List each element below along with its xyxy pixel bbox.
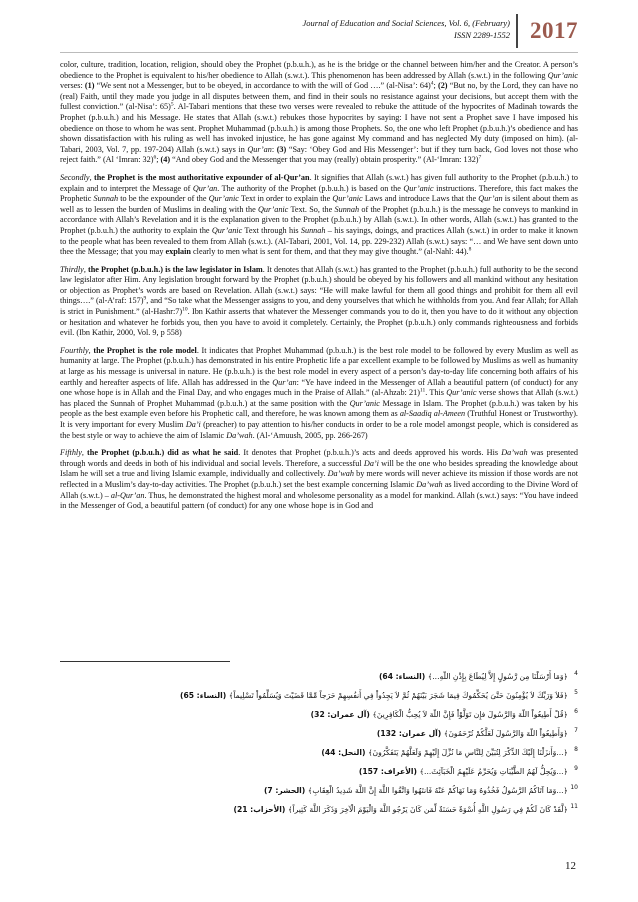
footnote-marker: 9 xyxy=(143,295,147,302)
text-run: Sunnah xyxy=(334,204,360,214)
text-run: ; xyxy=(156,155,161,165)
text-run: . It denotes that Prophet (p.b.u.h.)’s acts and deeds approved his words. His xyxy=(238,448,502,458)
text-run: the Prophet (p.b.u.h.) is the law legislator in Islam xyxy=(87,264,263,274)
footnote-reference: (الأعراف: 157) xyxy=(358,767,420,776)
page-header xyxy=(58,14,578,50)
paragraph xyxy=(60,60,578,166)
footnote-number: 9 xyxy=(574,765,578,772)
text-run: Da’wah xyxy=(327,469,354,479)
footnote-verse: ﴿فَلاَ وَرَبِّكَ لاَ يُؤْمِنُونَ حَتَّىَ يُحَكِّمُوكَ فِيمَا شَجَرَ بَيْنَهُمْ ثُمَّ لاَ يَجِدُواْ فِي أَنفُسِهِمْ حَرَجاً مِّمَّا قَضَيْتَ وَيُسَلِّمُواْ تَسْلِيماً﴾ xyxy=(228,691,568,700)
footnote-number: 4 xyxy=(574,670,578,677)
text-run: . This xyxy=(425,388,447,398)
text-run: Qur’an xyxy=(272,377,297,387)
footnote-marker: 5 xyxy=(170,101,174,108)
footnote-verse: ﴿...وَيُحِلُّ لَهُمُ الطَّيِّبَاتِ وَيُحَرِّمُ عَلَيْهِمُ الْخَبَآئِثَ...﴾ xyxy=(419,767,568,776)
text-run: by mere words will never achieve its mission if those words are not reflected in a Muslim’s day-to-day activities. The Prophet (p.b.u.h.) set the best example concerning Islamic xyxy=(60,469,579,489)
footnote-number: 11 xyxy=(570,803,578,810)
journal-year: 2017 xyxy=(530,18,578,43)
footnote xyxy=(60,803,578,817)
page-number: 12 xyxy=(565,860,576,872)
text-run: , xyxy=(83,264,88,274)
text-run: : “Ye have indeed in the Messenger of Allah a beautiful pattern (of conduct) for any one whose hope is in Allah and the Final Day, and who engages much in the Praise of Allah.” (al-Ahzab: 21) xyxy=(60,377,578,398)
footnote-reference: (آل عمران: 32) xyxy=(310,710,373,719)
footnote-reference: (النحل: 44) xyxy=(321,748,369,757)
text-run: . Ibn Kathir asserts that whatever the Messenger commands you to do it, then you have to do it without any objection or hesitation and whatever he forbids you, then you have to avoid it completely. Certainly, the Prophet (p.b.u.h.) only commands righteousness and forbids evil. (Ibn Kathir, 2000, Vol. 9, p 558) xyxy=(60,307,579,338)
text-run: : xyxy=(271,144,277,154)
text-run: , xyxy=(81,448,88,458)
text-run: Da’i xyxy=(185,420,201,429)
text-run: Qur’anic xyxy=(547,70,578,80)
footnote-number: 5 xyxy=(574,689,578,696)
text-run: Qur’anic xyxy=(208,194,239,204)
text-run: Thirdly xyxy=(60,264,84,274)
text-run: “We sent not a Messenger, but to be obeyed, in accordance to with the will of God ….” (al-Nisa’: 64) xyxy=(94,81,431,91)
text-run: is silent about them as well as to lessen the burden of Muslims in dealing with the xyxy=(60,194,578,214)
footnote-marker: 11 xyxy=(419,387,426,394)
text-run: as lived according to the Divine Word of Allah (s.w.t.) – xyxy=(60,479,578,500)
text-run: al-Saadiq al-Ameen xyxy=(399,409,466,419)
text-run: (1) xyxy=(84,81,95,91)
text-run: Qur’an xyxy=(247,144,272,154)
paragraph xyxy=(60,173,578,258)
text-run: Qur’anic xyxy=(332,194,363,204)
footnote-number: 8 xyxy=(574,746,578,753)
text-run: Text through his xyxy=(242,225,301,235)
footnote-verse: ﴿...وَمَا آتَاكُمُ الرَّسُولُ فَخُذُوهُ وَمَا نَهَاكُمْ عَنْهُ فَانتَهُوا وَاتَّقُوا اللَّهَ إِنَّ اللَّهَ شَدِيدُ الْعِقَابِ﴾ xyxy=(307,786,568,795)
text-run: (3) xyxy=(276,144,287,154)
text-run: color, culture, tradition, location, religion, should obey the Prophet (p.b.u.h.), as he is the bridge or the channel between him/her and the Creator. A person’s obedience to the Prophet is equivalent to his/her obedience to Allah (s.w.t.). This phenomenon has been addressed by Allah (s.w.t.) in the following xyxy=(60,60,578,80)
footnote-reference: (النساء: 65) xyxy=(179,691,229,700)
text-run: Qur’anic xyxy=(258,204,289,214)
text-run: “But no, by the Lord, they can have no (real) Faith, until they made you judge in all disputes between them, and find in their souls no resistance against your decisions, but accept them with the fullest conviction.” (al-Nisa’: 65) xyxy=(60,81,578,112)
footnote xyxy=(60,670,578,684)
text-run: Text in order to explain the xyxy=(238,194,333,204)
footnote xyxy=(60,784,578,798)
text-run: (2) xyxy=(437,81,448,91)
text-run: Qur’an xyxy=(478,194,503,204)
text-run: Da’wah xyxy=(501,448,528,458)
text-run: Fourthly xyxy=(60,345,89,355)
footnote-verse: ﴿لَّقَدْ كَانَ لَكُمْ فِي رَسُولِ اللَّهِ أُسْوَةٌ حَسَنَةٌ لِّمَن كَانَ يَرْجُو اللَّهَ وَالْيَوْمَ الْآخِرَ وَذَكَرَ اللَّهَ كَثِيراً﴾ xyxy=(288,805,568,814)
text-run: Sunnah xyxy=(93,194,119,204)
footnote-marker: 6 xyxy=(153,154,157,161)
text-run: the Prophet is the most authoritative expounder of al-Qur’an xyxy=(93,172,310,182)
footnote-verse: ﴿وَمَا أَرْسَلْنَا مِن رَّسُولٍ إِلاَّ لِيُطَاعَ بِإِذْنِ اللّهِ...﴾ xyxy=(427,672,568,681)
text-run: Da’i xyxy=(363,458,379,468)
text-run: Message in Islam. The Prophet (p.b.u.h.) was taken by his people as the best example even before his Prophetic call, and therefore, he was known among them as xyxy=(60,398,578,419)
footnote-number: 10 xyxy=(570,784,578,791)
text-run: verse shows that Allah (s.w.t.) has placed the Sunnah of Prophet Muhammad (p.b.u.h.) at the same position with the xyxy=(60,388,578,408)
text-run: . It indicates that Prophet Muhammad (p.b.u.h.) is the best role model to be followed by every Muslim as well as humanity at large. The Prophet (p.b.u.h.) has demonstrated in his entire Prophetic life a par excellent example to be followed by Muslims as well as humanity at large as his message is universal in nature. He (p.b.u.h.) is the best role model in every aspect of a person’s day-to-day life concerning both affairs of his earthly and hereafter aspects of life. Allah has addressed in the xyxy=(60,345,579,387)
text-run: , xyxy=(89,172,94,182)
text-run: . (Al-‘Amuush, 2005, pp. 266-267) xyxy=(252,430,368,440)
footnote-verse: ﴿وَأَطِيعُواْ اللّهَ وَالرَّسُولَ لَعَلَّكُمْ تُرْحَمُونَ﴾ xyxy=(443,729,568,738)
text-run: ; xyxy=(433,81,438,91)
footnote xyxy=(60,708,578,722)
text-run: explain xyxy=(165,247,191,257)
footnote-marker: 8 xyxy=(468,246,472,253)
text-run: . Al-Tabari mentions that these two verses were revealed to rebuke the attitude of the hypocrites of Madinah towards the Prophet (p.b.u.h.) and his Message. He states that Allah (s.w.t.) rebukes those hypocrites by saying: I have not sent a Prophet save I have imposed his obedience on those to whom he was sent. Prophet Muhammad (p.b.u.h.) is among those Prophets. So, the one who left Prophet (p.b.u.h.)’s obedience and has shown dissatisfaction with his ruling as well has invoked injustice, he has gone against My command and has neglected My duty (imposed on him). (al-Tabari, 2003, Vol. 7, pp. 197-204) Allah (s.w.t.) says in xyxy=(60,102,578,154)
header-rule xyxy=(60,52,578,53)
paragraph xyxy=(60,346,578,441)
footnote-reference: (الحشر: 7) xyxy=(263,786,308,795)
text-run: “Say: ‘Obey God and His Messenger’: but if they turn back, God loves not those who reject faith.” (Al ‘Imran: 32) xyxy=(60,144,578,165)
text-run: Sunnah xyxy=(300,225,326,235)
text-run: (Truthful Honest or Trustworthy). It is very important for every Muslim xyxy=(60,409,578,429)
text-run: verses: xyxy=(60,81,85,91)
text-run: Fifthly xyxy=(60,448,82,458)
text-run: clearly to men what is sent for them, and that they may give thought.” (al-Nahl: 44). xyxy=(190,247,469,257)
text-run: instructions. Therefore, this fact makes the Prophetic xyxy=(60,183,578,204)
text-run: Qur’anic xyxy=(349,398,380,408)
text-run: . The authority of the Prophet (p.b.u.h.) is based on the xyxy=(217,183,404,193)
paragraph xyxy=(60,265,578,339)
footnote-marker: 4 xyxy=(430,80,434,87)
footnote-marker: 10 xyxy=(182,306,188,313)
footnote-verse: ﴿...وَأَنزَلْنَا إِلَيْكَ الذِّكْرَ لِتُبَيِّنَ لِلنَّاسِ مَا نُزِّلَ إِلَيْهِمْ وَلَعَلَّهُمْ يَتَفَكَّرُونَ﴾ xyxy=(368,748,568,757)
text-run: (preacher) to pay attention to his/her conducts in order to be a role model amongst people, which is considered as the best style or way to achieve the aim of Islamic xyxy=(60,420,578,440)
footnote-reference: (النساء: 64) xyxy=(378,672,428,681)
journal-issn: ISSN 2289-1552 xyxy=(454,30,510,40)
footnote-marker: 7 xyxy=(478,154,482,161)
text-run: to be the expounder of the xyxy=(118,194,209,204)
text-run: Text. So, the xyxy=(288,204,335,214)
text-run: , and “So take what the Messenger assigns to you, and deny yourselves that which he withholds from you. And fear Allah; for Allah is strict in Punishment.” (al-Hashr:7) xyxy=(60,296,578,317)
text-run: Qur’anic xyxy=(403,183,434,193)
text-run: Laws and introduce Laws that the xyxy=(362,194,479,204)
text-run: Secondly xyxy=(60,172,90,182)
text-run: “And obey God and the Messenger that you may (really) obtain prosperity.” (Al-‘Imran: 132) xyxy=(170,155,479,165)
footnote xyxy=(60,746,578,760)
footnote xyxy=(60,727,578,741)
text-run: . It signifies that Allah (s.w.t.) has given full authority to the Prophet (p.b.u.h.) to explain and to interpret the Message of xyxy=(60,172,578,193)
footnote xyxy=(60,765,578,779)
text-run: the Prophet is the role model xyxy=(93,345,197,355)
text-run: . It denotes that Allah (s.w.t.) has granted to the Prophet (p.b.u.h.) full authority to be the second law legislator after Him. Any legislation brought forward by the Prophet (p.b.u.h.) should be obeyed by his followers and all mankind without any hesitation or objection as Prophet’s words are based on Revelation. Allah (s.w.t.) says: “He will make lawful for them all good things and prohibit for them all evil things….” (al-A’raf: 157) xyxy=(60,264,578,306)
text-run: (4) xyxy=(160,155,171,165)
header-divider xyxy=(516,14,518,48)
paragraph xyxy=(60,448,578,512)
footnote-verse: ﴿قُلْ أَطِيعُواْ اللّهَ وَالرَّسُولَ فإِن تَوَلَّوْاْ فَإِنَّ اللّهَ لاَ يُحِبُّ الْكَافِرِينَ﴾ xyxy=(372,710,568,719)
text-run: Qur’anic xyxy=(446,388,477,398)
footnote-rule xyxy=(60,661,230,662)
text-run: . Thus, he demonstrated the highest moral and wholesome personality as a model for mankind. Allah (s.w.t.) says: “You have indeed in the Messenger of God, a beautiful pattern (of conduct) for any one whose hope is in God and xyxy=(60,490,579,511)
text-run: Qur’an xyxy=(192,183,218,193)
text-run: of the Prophet (p.b.u.h.) is the message he conveys to mankind in accordance with Allah’s Revelation and it is the explanation given to the Prophet (p.b.u.h.) by Allah (s.w.t.). In other words, Allah (s.w.t.) has granted to the Prophet (p.b.u.h.) the authority to explain the xyxy=(60,204,578,235)
text-run: Qur’anic xyxy=(211,225,243,235)
footnotes xyxy=(60,670,578,822)
text-run: Da’wah xyxy=(416,479,443,489)
text-run: was presented through words and deeds in both of his individual and social levels. Therefore, a successful xyxy=(60,448,579,468)
footnote-number: 6 xyxy=(574,708,578,715)
text-run: , xyxy=(88,345,94,355)
footnote xyxy=(60,689,578,703)
footnote-reference: (الأحزاب: 21) xyxy=(233,805,289,814)
text-run: the Prophet (p.b.u.h.) did as what he said xyxy=(87,448,239,458)
text-run: Da’wah xyxy=(226,430,253,440)
footnote-reference: (آل عمران: 132) xyxy=(376,729,444,738)
body-text xyxy=(60,60,578,519)
footnote-number: 7 xyxy=(574,727,578,734)
text-run: – his sayings, doings, and practices Allah (s.w.t.) in order to make it known to the people what has been revealed to them from Allah (s.w.t.). (Al-Tabari, 2001, Vol. 14, pp. 229-232) Allah (s.w.t.) says: “… and We have sent down unto thee the Message; that you may xyxy=(60,225,578,257)
text-run: will be the one who besides spreading the knowledge about Islam he will set a true and living Islamic example, individually and collectively. xyxy=(60,458,578,479)
journal-title: Journal of Education and Social Sciences, Vol. 6, (February) xyxy=(302,18,510,28)
text-run: al-Qur’an xyxy=(110,490,145,500)
